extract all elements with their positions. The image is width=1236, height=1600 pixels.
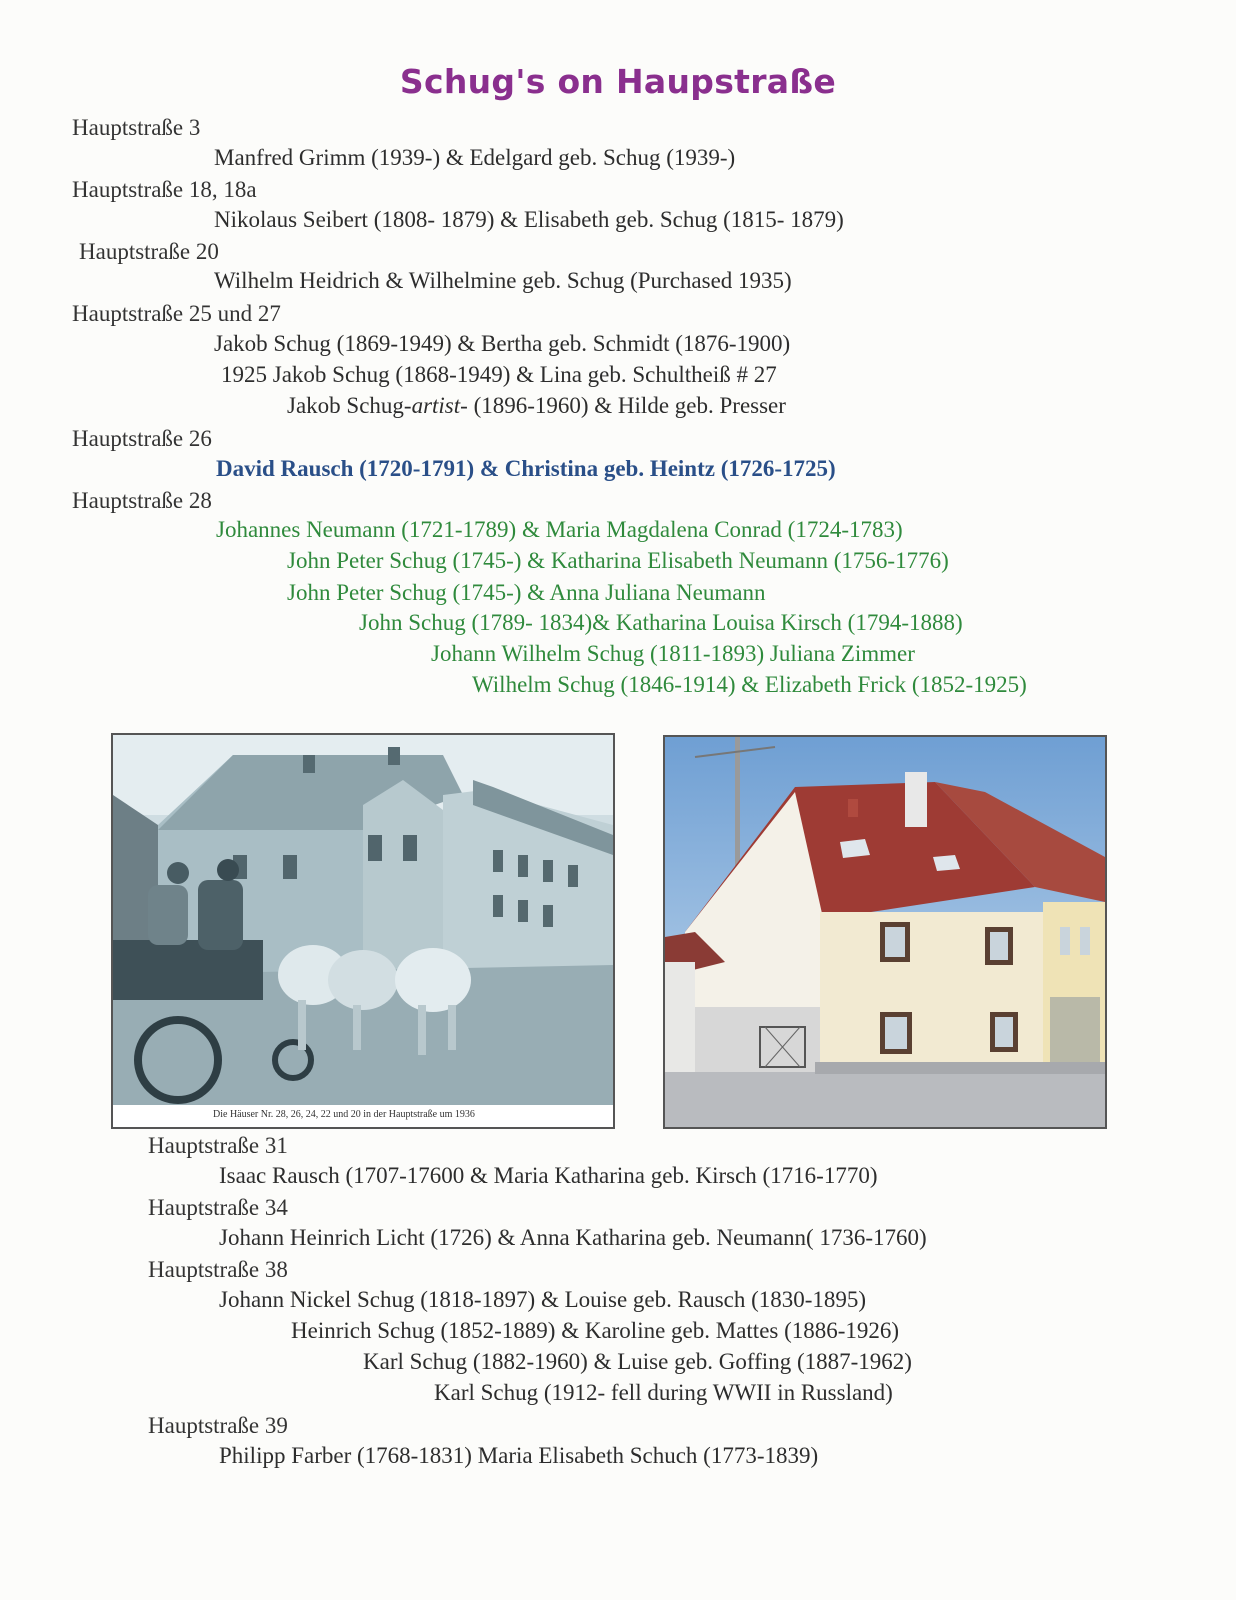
historic-street-photo: [111, 733, 615, 1129]
modern-house-photo: [663, 735, 1107, 1129]
resident-line: Philipp Farber (1768-1831) Maria Elisabeth Schuch (1773-1839): [219, 1443, 819, 1468]
resident-name: Jakob Schug-: [287, 393, 412, 418]
photo-caption: Die Häuser Nr. 28, 26, 24, 22 und 20 in der Hauptstraße um 1936: [213, 1109, 475, 1120]
address-heading: Hauptstraße 26: [72, 426, 212, 451]
resident-line: Wilhelm Schug (1846-1914) & Elizabeth Frick (1852-1925): [472, 672, 1027, 697]
resident-line: John Peter Schug (1745-) & Katharina Elisabeth Neumann (1756-1776): [287, 548, 949, 573]
resident-line: Nikolaus Seibert (1808- 1879) & Elisabeth geb. Schug (1815- 1879): [214, 207, 844, 232]
resident-line: David Rausch (1720-1791) & Christina geb. Heintz (1726-1725): [216, 456, 836, 481]
resident-line: Heinrich Schug (1852-1889) & Karoline geb. Mattes (1886-1926): [291, 1318, 900, 1343]
address-heading: Hauptstraße 39: [148, 1413, 288, 1438]
page-title: Schug's on Haupstraße: [399, 62, 837, 101]
address-heading: Hauptstraße 31: [148, 1133, 288, 1158]
resident-line: Isaac Rausch (1707-17600 & Maria Katharina geb. Kirsch (1716-1770): [219, 1163, 878, 1188]
resident-line: Karl Schug (1912- fell during WWII in Russland): [434, 1380, 893, 1405]
resident-line: Jakob Schug (1869-1949) & Bertha geb. Schmidt (1876-1900): [214, 331, 791, 356]
resident-line: 1925 Jakob Schug (1868-1949) & Lina geb. Schultheiß # 27: [221, 362, 777, 387]
resident-line: Johann Wilhelm Schug (1811-1893) Juliana Zimmer: [431, 641, 915, 666]
resident-line-artist: [287, 391, 786, 421]
address-heading: Hauptstraße 20: [79, 239, 219, 264]
resident-line: Johann Heinrich Licht (1726) & Anna Katharina geb. Neumann( 1736-1760): [219, 1225, 927, 1250]
address-heading: Hauptstraße 25 und 27: [72, 301, 281, 326]
resident-line: Johannes Neumann (1721-1789) & Maria Magdalena Conrad (1724-1783): [216, 517, 903, 542]
resident-line: Johann Nickel Schug (1818-1897) & Louise geb. Rausch (1830-1895): [219, 1287, 867, 1312]
artist-label: artist: [411, 393, 461, 418]
address-heading: Hauptstraße 28: [72, 488, 212, 513]
address-heading: Hauptstraße 3: [72, 115, 201, 140]
resident-dates: - (1896-1960) & Hilde geb. Presser: [460, 393, 786, 418]
resident-line: Manfred Grimm (1939-) & Edelgard geb. Schug (1939-): [214, 145, 736, 170]
resident-line: John Peter Schug (1745-) & Anna Juliana Neumann: [287, 580, 766, 605]
resident-line: Karl Schug (1882-1960) & Luise geb. Goffing (1887-1962): [363, 1349, 912, 1374]
resident-line: John Schug (1789- 1834)& Katharina Louisa Kirsch (1794-1888): [359, 610, 963, 635]
address-heading: Hauptstraße 18, 18a: [72, 177, 257, 202]
resident-line: Wilhelm Heidrich & Wilhelmine geb. Schug (Purchased 1935): [214, 268, 792, 293]
address-heading: Hauptstraße 38: [148, 1257, 288, 1282]
address-heading: Hauptstraße 34: [148, 1195, 288, 1220]
